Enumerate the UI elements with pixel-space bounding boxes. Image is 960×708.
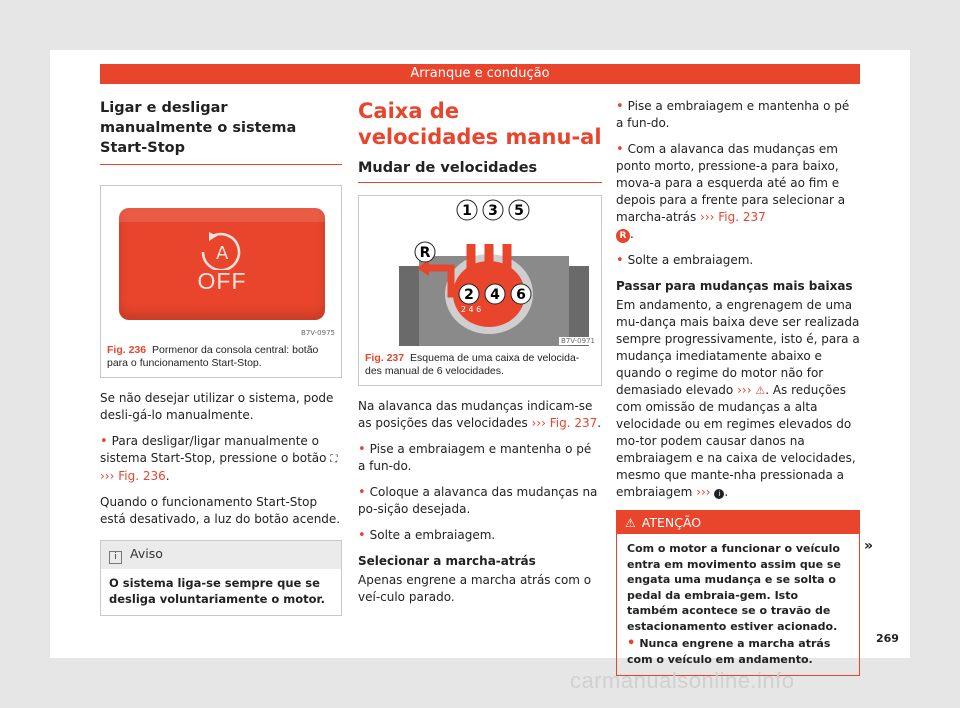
svg-text:2: 2 — [464, 287, 474, 303]
bullet-item: • Solte a embraiagem. — [358, 527, 602, 544]
section-heading-gears: Mudar de velocidades — [358, 160, 602, 183]
figure-number: Fig. 236 — [107, 344, 147, 356]
warning-link[interactable]: ››› — [737, 383, 752, 397]
figure-237 — [358, 195, 602, 386]
bullet-item: • Para desligar/ligar manualmente o sistema Start-Stop, pressione o botão ⛶ ››› Fig. 236. — [100, 433, 342, 485]
figure-number: Fig. 237 — [365, 352, 405, 364]
column-continued — [616, 98, 860, 676]
reverse-gear-badge: R — [616, 229, 630, 243]
paragraph: Na alavanca das mudanças indicam-se as posições das velocidades ››› Fig. 237. — [358, 399, 602, 430]
off-label: OFF — [197, 268, 247, 294]
gear-label-3 — [483, 200, 503, 220]
note-icon: i — [714, 489, 724, 499]
gear-label-5 — [509, 200, 529, 220]
svg-text:2 4 6: 2 4 6 — [460, 305, 482, 314]
paragraph: Em andamento, a engrenagem de uma mu-dança mais baixa deve ser realizada sempre progressivamente, isto é, para a mudança imediatamente abaixo e quando o regime do motor não for demasiado elevado ››› ⚠. As reduções com omissão de mudanças a alta velocidade ou em regimes elevados do mo-tor podem causar danos na embraiagem e na caixa de velocidades, mesmo que mante-nha pressionada a embraiagem ››› i . — [616, 298, 860, 499]
gear-pattern-svg — [359, 196, 601, 346]
gear-label-2 — [459, 284, 479, 304]
auto-stop-icon — [193, 230, 253, 270]
auto-letter: A — [216, 243, 229, 264]
note-link[interactable]: ››› — [696, 485, 711, 499]
page-header: Arranque e condução — [100, 64, 860, 84]
subsection-heading-downshift: Passar para mudanças mais baixas — [616, 279, 853, 293]
figure-code: B7V-0975 — [301, 329, 335, 337]
figure-link[interactable]: ››› Fig. 236 — [100, 469, 166, 483]
warning-text: Com o motor a funcionar o veículo entra em movimento assim que se engata uma mudança e se solta o pedal da embraia-gem. Isto também acontece se o travão de estacionamento estiver acionado. — [627, 542, 841, 633]
start-stop-button-image — [101, 186, 341, 338]
bullet-item: • Coloque a alavanca das mudanças na po-sição desejada. — [358, 484, 602, 518]
bullet-item: • Com a alavanca das mudanças em ponto morto, pressione-a para baixo, mova-a para a esquerda até ao fim e depois para a frente para selecionar a marcha-atrás ››› Fig. 237 R . — [616, 141, 860, 243]
figure-link[interactable]: ››› Fig. 237 — [531, 416, 598, 430]
section-heading-start-stop: Ligar e desligar manualmente o sistema Start-Stop — [100, 98, 342, 165]
paragraph: Apenas engrene a marcha atrás com o veí-culo parado. — [358, 573, 592, 604]
warning-triangle-icon: ⚠ — [625, 516, 636, 530]
gear-shift-diagram — [359, 196, 601, 346]
info-icon: i — [109, 551, 122, 564]
warning-box — [616, 510, 860, 676]
svg-text:3: 3 — [488, 203, 498, 219]
page-number: 269 — [876, 632, 899, 645]
column-start-stop — [100, 98, 342, 616]
gear-label-r — [415, 242, 435, 262]
figure-link[interactable]: ››› Fig. 237 — [700, 210, 766, 224]
bullet-item: • Pise a embraiagem e mantenha o pé a fun-do. — [616, 98, 860, 132]
note-body: O sistema liga-se sempre que se desliga voluntariamente o motor. — [109, 576, 325, 606]
gear-label-6 — [511, 284, 531, 304]
gear-label-1 — [457, 200, 477, 220]
watermark: carmanualsonline.info — [570, 668, 795, 693]
note-title: i Aviso — [101, 541, 341, 569]
svg-text:R: R — [419, 245, 431, 261]
warning-title: ⚠ ATENÇÃO — [617, 511, 859, 534]
caption-text: Pormenor da consola central: botão para o funcionamento Start-Stop. — [107, 344, 319, 369]
figure-caption — [359, 346, 601, 385]
warning-body — [617, 534, 859, 675]
subsection-heading-reverse: Selecionar a marcha-atrás — [358, 554, 536, 568]
off-button-panel — [119, 208, 325, 320]
figure-236 — [100, 185, 342, 378]
svg-text:6: 6 — [516, 287, 526, 303]
paragraph: Quando o funcionamento Start-Stop está desativado, a luz do botão acende. — [100, 495, 341, 526]
column-manual-gearbox — [358, 98, 602, 615]
svg-text:5: 5 — [514, 203, 524, 219]
chapter-title: Caixa de velocidades manu-al — [358, 99, 602, 149]
note-box — [100, 540, 342, 616]
button-symbol-icon: ⛶ — [330, 454, 338, 465]
gear-label-4 — [485, 284, 505, 304]
svg-text:4: 4 — [490, 287, 500, 303]
continue-marker: » — [864, 538, 874, 554]
figure-caption — [101, 338, 341, 377]
paragraph: Se não desejar utilizar o sistema, pode desli-gá-lo manualmente. — [100, 391, 334, 422]
warning-bullet: • Nunca engrene a marcha atrás com o veículo em andamento. — [627, 636, 851, 667]
bullet-item: • Pise a embraiagem e mantenha o pé a fun-do. — [358, 441, 602, 475]
caption-text: Esquema de uma caixa de velocida-des manual de 6 velocidades. — [365, 352, 580, 377]
figure-code: B7V-0971 — [561, 337, 595, 345]
svg-text:1: 1 — [462, 203, 472, 219]
warning-icon: ⚠ — [755, 384, 766, 397]
bullet-item: • Solte a embraiagem. — [616, 252, 860, 269]
